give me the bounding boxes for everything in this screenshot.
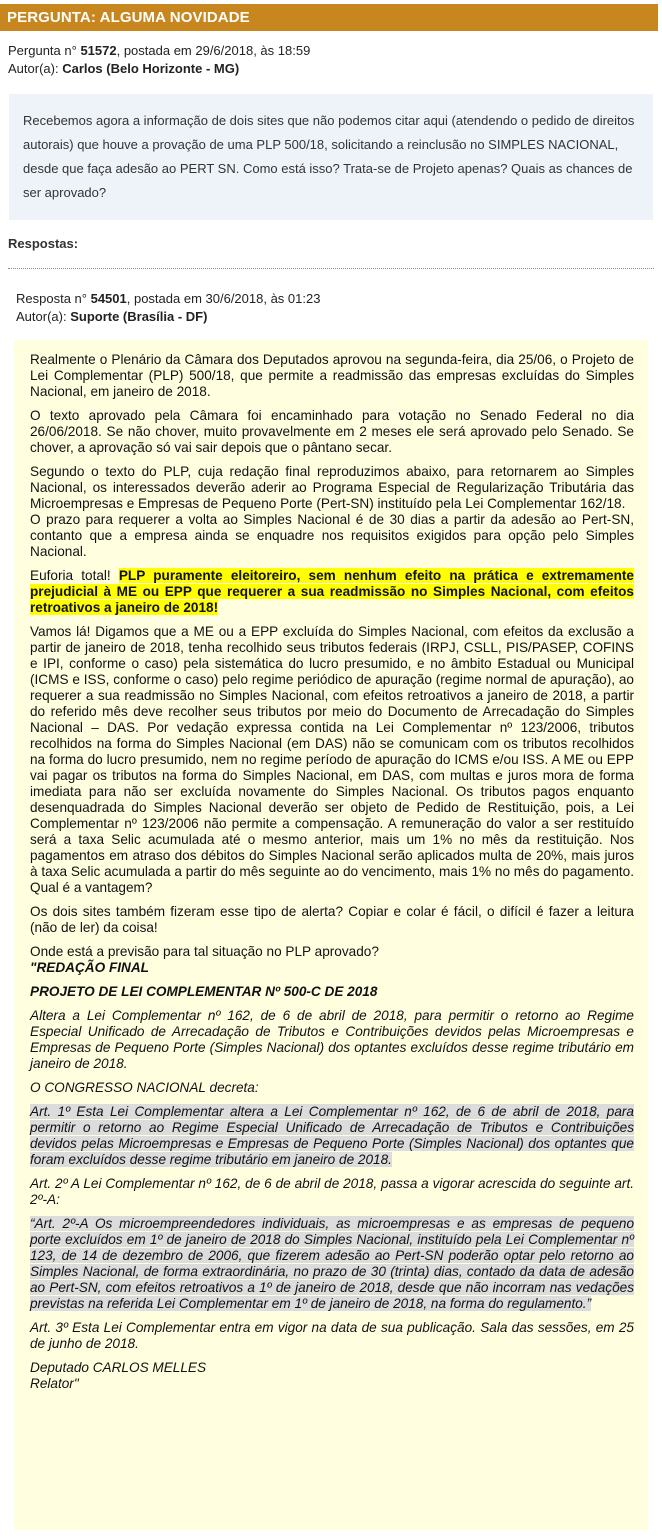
answer-paragraph: O texto aprovado pela Câmara foi encaminhado para votação no Senado Federal no dia 26/06/2018. Se não chover, muito provavelmente em 2 meses ele será aprovado pelo Senado. Se chover, a aprovação só vai sair depois que o pântano secar. bbox=[30, 408, 634, 455]
question-number: 51572 bbox=[80, 43, 117, 58]
question-text-box bbox=[9, 94, 653, 220]
divider bbox=[8, 268, 654, 269]
answer-number: 54501 bbox=[90, 291, 127, 306]
answer-author-line bbox=[16, 308, 320, 326]
law-heading: "REDAÇÃO FINAL bbox=[30, 960, 149, 975]
question-meta bbox=[8, 42, 310, 78]
question-text: Recebemos agora a informação de dois sites que não podemos citar aqui (atendendo o pedido de direitos autorais) que houve a provação de uma PLP 500/18, solicitando a reinclusão no SIMPLES NACIONAL, desde que faça adesão ao PERT SN. Como está isso? Trata-se de Projeto apenas? Quais as chances de ser aprovado? bbox=[23, 113, 635, 200]
law-article-1 bbox=[30, 1104, 634, 1168]
answer-number-label: Resposta n° bbox=[16, 291, 87, 306]
law-article-2a bbox=[30, 1216, 634, 1312]
signature-role: Relator" bbox=[30, 1376, 79, 1391]
answer-paragraph: Segundo o texto do PLP, cuja redação final reproduzimos abaixo, para retornarem ao Simples Nacional, os interessados deverão aderir ao Programa Especial de Regularização Tributária das Microempresas e Empresas de Pequeno Porte (Pert-SN) instituído pela Lei Complementar 162/18. bbox=[30, 464, 634, 511]
law-article-2: Art. 2º A Lei Complementar nº 162, de 6 de abril de 2018, passa a vigorar acrescida do seguinte art. 2º-A: bbox=[30, 1176, 634, 1207]
answer-meta bbox=[16, 290, 320, 326]
answers-heading: Respostas: bbox=[8, 236, 79, 251]
highlight-lead: Euforia total! bbox=[30, 568, 119, 583]
question-number-line bbox=[8, 42, 310, 60]
highlighted-text: PLP puramente eleitoreiro, sem nenhum efeito na prática e extremamente prejudicial à ME ou EPP que requerer a sua readmissão no Simples Nacional, com efeitos retroativos a janeiro de 2018! bbox=[30, 568, 634, 615]
question-author: Carlos (Belo Horizonte - MG) bbox=[62, 61, 240, 76]
answer-paragraph: Onde está a previsão para tal situação no PLP aprovado? bbox=[30, 944, 379, 959]
law-decree: O CONGRESSO NACIONAL decreta: bbox=[30, 1080, 259, 1095]
answer-paragraph: Vamos lá! Digamos que a ME ou a EPP excluída do Simples Nacional, com efeitos da exclusão a partir de janeiro de 2018, tenha recolhido seus tributos federais (IRPJ, CSLL, PIS/PASEP, COFINS e IPI, conforme o caso) pela sistemática do lucro presumido, e no âmbito Estadual ou Municipal (ICMS e ISS, conforme o caso) pelo regime periódico de apuração (regime normal de apuração), ao requerer a sua readmissão no Simples Nacional, com efeitos retroativos a janeiro de 2018, a partir do referido mês deve recolher seus tributos por meio do Documento de Arrecadação do Simples Nacional – DAS. Por vedação expressa contida na Lei Complementar nº 123/2006, tributos recolhidos na forma do Simples Nacional (em DAS) não se comunicam com os tributos recolhidos na forma do lucro presumido, nem no regime período de apuração do ICMS e/ou ISS. A ME ou EPP vai pagar os tributos na forma do Simples Nacional, em DAS, com multas e juros mora de forma imediata para não ser excluída novamente do Simples Nacional. Os tributos pagos enquanto desenquadrada do Simples Nacional deverão ser objeto de Pedido de Restituição, pois, a Lei Complementar nº 123/2006 não permite a compensação. A remuneração do valor a ser restituído será a taxa Selic acumulada até o mesmo anterior, mais um 1% no mês da restituição. Nos pagamentos em atraso dos débitos do Simples Nacional serão aplicados multa de 20%, mais juros à taxa Selic acumulada a partir do mês seguinte ao do vencimento, mais 1% no mês do pagamento. Qual é a vantagem? bbox=[30, 624, 634, 895]
answer-number-line bbox=[16, 290, 320, 308]
law-article-3: Art. 3º Esta Lei Complementar entra em vigor na data de sua publicação. Sala das sessões, em 25 de junho de 2018. bbox=[30, 1320, 634, 1351]
article-2a-text: “Art. 2º-A Os microempreendedores individuais, as microempresas e as empresas de pequeno porte excluídos em 1º de janeiro de 2018 do Simples Nacional, instituído pela Lei Complementar nº 123, de 14 de dezembro de 2006, que fizerem adesão ao Pert-SN poderão optar pelo retorno ao Simples Nacional, de forma extraordinária, no prazo de 30 (trinta) dias, contado da data de adesão ao Pert-SN, com efeitos retroativos a 1º de janeiro de 2018, desde que não incorram nas vedações previstas na referida Lei Complementar em 1º de janeiro de 2018, na forma do regulamento.” bbox=[30, 1216, 634, 1311]
answer-paragraph: Realmente o Plenário da Câmara dos Deputados aprovou na segunda-feira, dia 25/06, o Projeto de Lei Complementar (PLP) 500/18, que permite a readmissão das empresas excluídas do Simples Nacional, em janeiro de 2018. bbox=[30, 352, 634, 399]
question-author-label: Autor(a): bbox=[8, 61, 59, 76]
answer-author-label: Autor(a): bbox=[16, 309, 67, 324]
question-posted: , postada em 29/6/2018, às 18:59 bbox=[116, 43, 311, 58]
law-title: PROJETO DE LEI COMPLEMENTAR Nº 500-C DE 2018 bbox=[30, 984, 378, 999]
article-1-text: Art. 1º Esta Lei Complementar altera a Lei Complementar nº 162, de 6 de abril de 2018, para permitir o retorno ao Regime Especial Unificado de Arrecadação de Tributos e Contribuições devidos pelas Microempresas e Empresas de Pequeno Porte (Simples Nacional) dos optantes que foram excluídos desse regime tributário em janeiro de 2018. bbox=[30, 1104, 634, 1167]
answer-author: Suporte (Brasília - DF) bbox=[70, 309, 208, 324]
question-author-line bbox=[8, 60, 310, 78]
answer-paragraph-highlight bbox=[30, 568, 634, 616]
page-title: PERGUNTA: ALGUMA NOVIDADE bbox=[0, 4, 658, 31]
question-number-label: Pergunta n° bbox=[8, 43, 77, 58]
answer-text-box bbox=[14, 340, 648, 1530]
law-ementa: Altera a Lei Complementar nº 162, de 6 de abril de 2018, para permitir o retorno ao Regime Especial Unificado de Arrecadação de Tributos e Contribuições devidos pelas Microempresas e Empresas de Pequeno Porte (Simples Nacional) dos optantes excluídos desse regime tributário em janeiro de 2018. bbox=[30, 1008, 634, 1071]
answer-paragraph: O prazo para requerer a volta ao Simples Nacional é de 30 dias a partir da adesão ao Pert-SN, contanto que a empresa ainda se enquadre nos requisitos exigidos para opção pelo Simples Nacional. bbox=[30, 512, 634, 559]
answer-paragraph: Os dois sites também fizeram esse tipo de alerta? Copiar e colar é fácil, o difícil é fazer a leitura (não de ler) da coisa! bbox=[30, 904, 634, 935]
signature-name: Deputado CARLOS MELLES bbox=[30, 1360, 207, 1375]
answer-posted: , postada em 30/6/2018, às 01:23 bbox=[126, 291, 321, 306]
